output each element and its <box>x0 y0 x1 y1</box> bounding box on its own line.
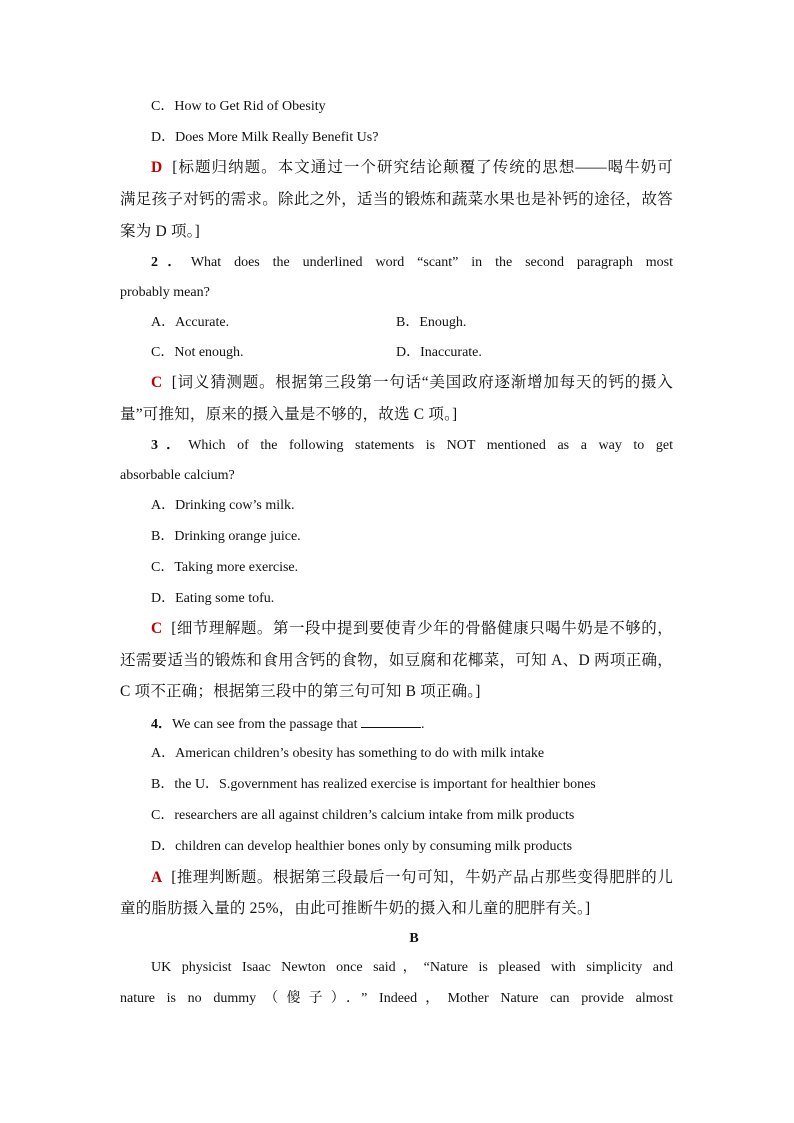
q3-answer: C <box>151 620 163 637</box>
q3-explanation-line1: C [细节理解题。第一段中提到要使青少年的骨骼健康只喝牛奶是不够的， <box>151 620 673 637</box>
q1-option-c: C．How to Get Rid of Obesity <box>151 99 326 114</box>
section-b-paragraph-line1: UK physicist Isaac Newton once said，“Nature is pleased with simplicity and <box>151 960 673 975</box>
q1-explanation-line1: D [标题归纳题。本文通过一个研究结论颠覆了传统的思想——喝牛奶可 <box>151 159 673 176</box>
q1-explanation-line3: 案为 D 项。] <box>120 223 200 240</box>
q2-option-d: D．Inaccurate. <box>396 345 482 360</box>
q3-explanation-line2: 还需要适当的锻炼和食用含钙的食物，如豆腐和花椰菜，可知 A、D 两项正确， <box>120 652 673 669</box>
q3-option-a: A．Drinking cow’s milk. <box>151 498 295 513</box>
q4-stem: 4．We can see from the passage that . <box>151 713 424 735</box>
q4-answer-blank <box>361 713 421 728</box>
q3-explanation-line3: C 项不正确；根据第三段中的第三句可知 B 项正确。] <box>120 683 481 700</box>
q2-answer: C <box>151 374 163 391</box>
q4-option-c: C．researchers are all against children’s calcium intake from milk products <box>151 808 575 823</box>
q2-option-b: B．Enough. <box>396 315 467 330</box>
q4-explanation-line2: 童的脂肪摄入量的 25%，由此可推断牛奶的摄入和儿童的肥胖有关。] <box>120 900 591 917</box>
q2-stem-line2: probably mean? <box>120 285 210 300</box>
q3-stem-line1: 3．Which of the following statements is NOT mentioned as a way to get <box>151 438 674 453</box>
q2-number: 2． <box>151 255 191 270</box>
q4-explanation-line1: A [推理判断题。根据第三段最后一句可知，牛奶产品占那些变得肥胖的儿 <box>151 869 673 886</box>
q4-option-a: A．American children’s obesity has something to do with milk intake <box>151 746 545 761</box>
q4-number: 4． <box>151 717 172 732</box>
q3-option-b: B．Drinking orange juice. <box>151 529 301 544</box>
q3-option-d: D．Eating some tofu. <box>151 591 275 606</box>
q2-option-c: C．Not enough. <box>151 345 244 360</box>
q3-option-c: C．Taking more exercise. <box>151 560 299 575</box>
q4-option-d: D．children can develop healthier bones only by consuming milk products <box>151 839 573 854</box>
q4-option-b: B．the U．S.government has realized exercise is important for healthier bones <box>151 777 596 792</box>
q1-explanation-line2: 满足孩子对钙的需求。除此之外，适当的锻炼和蔬菜水果也是补钙的途径，故答 <box>120 191 673 208</box>
q2-option-a: A．Accurate. <box>151 315 230 330</box>
q2-stem-line1: 2．What does the underlined word “scant” in the second paragraph most <box>151 255 674 270</box>
q4-answer: A <box>151 869 163 886</box>
section-b-paragraph-line2: nature is no dummy（傻子）．” Indeed，Mother Nature can provide almost <box>120 991 673 1006</box>
q1-option-d: D．Does More Milk Really Benefit Us? <box>151 130 379 145</box>
q1-answer: D <box>151 159 163 176</box>
q2-explanation-line2: 量”可推知，原来的摄入量是不够的，故选 C 项。] <box>120 406 458 423</box>
q3-number: 3． <box>151 438 189 453</box>
section-b-heading: B <box>409 931 419 946</box>
q3-stem-line2: absorbable calcium? <box>120 468 235 483</box>
q2-explanation-line1: C [词义猜测题。根据第三段第一句话“美国政府逐渐增加每天的钙的摄入 <box>151 374 673 391</box>
